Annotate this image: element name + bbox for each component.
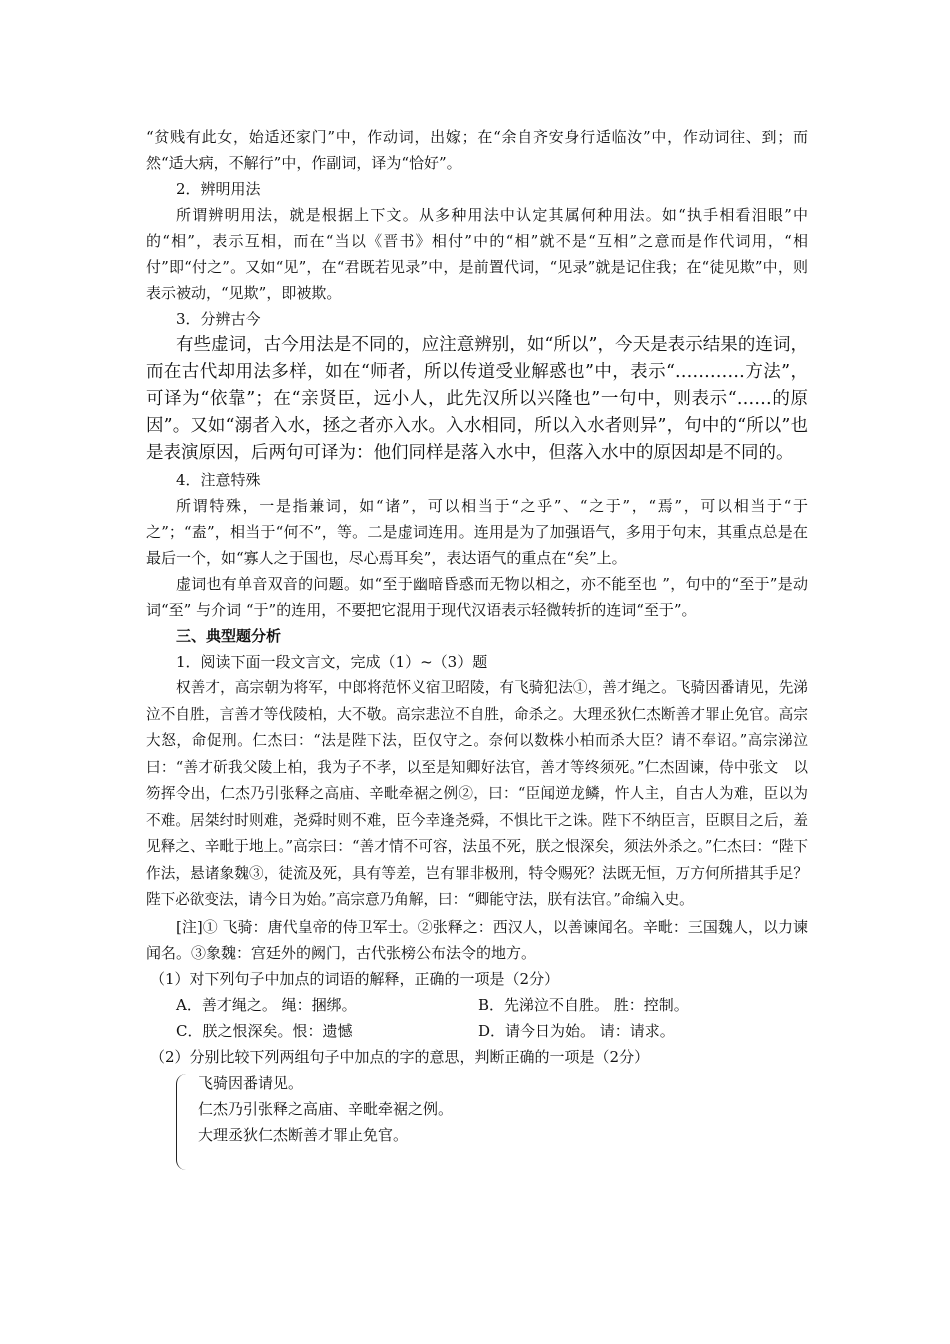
option-a: A．善才绳之。 绳：捆绑。 (176, 995, 357, 1014)
paragraph-monosyllabic: 虚词也有单音双音的问题。如“至于幽暗昏惑而无物以相之，亦不能至也 ”，句中的“至于”是动词“至” 与介词 “于”的连用，不要把它混用于现代汉语表示轻微转折的连词“至于”。 (146, 575, 808, 619)
sub-question-2: （2）分别比较下列两组句子中加点的字的意思，判断正确的一项是（2分） (150, 1047, 650, 1066)
brace-icon (176, 1074, 187, 1170)
paragraph-special-cases: 所谓特殊，一是指兼词，如“诸”，可以相当于“之乎”、“之于”，“焉”，可以相当于“于之”；“盍”，相当于“何不”，等。二是虚词连用。连用是为了加强语气，多用于句末，其重点总是在最后一个，如“寡人之于国也，尽心焉耳矣”，表达语气的重点在“矣”上。 (146, 497, 808, 567)
options-row-cd (146, 1018, 808, 1044)
option-c: C．朕之恨深矣。恨：遗憾 (176, 1021, 353, 1040)
paragraph-ancient-modern: 有些虚词，古今用法是不同的，应注意辨别，如“所以”，今天是表示结果的连词，而在古代却用法多样，如在“师者，所以传道受业解惑也”中，表示“…………方法”，可译为“依靠”；在“亲贤臣，远小人，此先汉所以兴隆也”一句中，则表示“……的原因”。又如“溺者入水，拯之者亦入水。入水相同，所以入水者则异”，句中的“所以”也是表演原因，后两句可译为：他们同样是落入水中，但落入水中的原因却是不同的。 (146, 335, 808, 463)
comparison-sentence-2: 仁杰乃引张释之高庙、辛毗牵裾之例。 (198, 1099, 454, 1118)
option-d: D．请今日为始。 请：请求。 (478, 1021, 675, 1040)
heading-special-cases: 4．注意特殊 (176, 471, 261, 489)
section-title-typical-questions: 三、典型题分析 (176, 627, 282, 645)
passage-notes: [注]① 飞骑：唐代皇帝的侍卫军士。②张释之：西汉人，以善谏闻名。辛毗：三国魏人，以力谏闻名。③象魏：宫廷外的阙门，古代张榜公布法令的地方。 (146, 917, 808, 962)
options-row-ab (146, 992, 808, 1018)
heading-ancient-modern: 3．分辨古今 (176, 310, 261, 328)
option-b: B．先涕泣不自胜。 胜：控制。 (478, 995, 689, 1014)
paragraph-shi-usage: “贫贱有此女，始适还家门”中，作动词，出嫁；在“余自齐安身行适临汝”中，作动词往、到；而然“适大病，不解行”中，作副词，译为“恰好”。 (146, 128, 808, 172)
page-content (146, 124, 808, 1148)
question-1-intro: 1．阅读下面一段文言文，完成（1）~（3）题 (176, 653, 488, 671)
comparison-sentence-3: 大理丞狄仁杰断善才罪止免官。 (198, 1125, 409, 1144)
sub-question-1: （1）对下列句子中加点的词语的解释，正确的一项是（2分） (150, 969, 560, 988)
comparison-group (146, 1070, 808, 1148)
paragraph-distinguish-usage: 所谓辨明用法，就是根据上下文。从多种用法中认定其属何种用法。如“执手相看泪眼”中的“相”，表示互相，而在“当以《晋书》相付”中的“相”就不是“互相”之意而是作代词用，“相付”即“付之”。又如“见”，在“君既若见录”中，是前置代词，“见录”就是记住我；在“徒见欺”中，则表示被动，“见欺”，即被欺。 (146, 206, 808, 302)
comparison-sentence-1: 飞骑因番请见。 (198, 1073, 304, 1092)
passage-text: 权善才，高宗朝为将军，中郎将范怀义宿卫昭陵，有飞骑犯法①，善才绳之。飞骑因番请见，先涕泣不自胜，言善才等伐陵柏，大不敬。高宗悲泣不自胜，命杀之。大理丞狄仁杰断善才罪止免官。高宗大怒，命促刑。仁杰曰：“法是陛下法，臣仅守之。奈何以数株小柏而杀大臣？请不奉诏。”高宗涕泣曰：“善才斫我父陵上柏，我为子不孝，以至是知卿好法官，善才等终须死。”仁杰固谏，侍中张文 以笏挥令出，仁杰乃引张释之高庙、辛毗牵裾之例②，曰：“臣闻逆龙鳞，忤人主，自古人为难，臣以为不难。居桀纣时则难，尧舜时则不难，臣今幸逢尧舜，不惧比干之诛。陛下不纳臣言，臣瞑目之后，羞见释之、辛毗于地上。”高宗曰：“善才情不可容，法虽不死，朕之恨深矣，须法外杀之。”仁杰曰：“陛下作法，悬诸象魏③，徒流及死，具有等差，岂有罪非极刑，特令赐死？法既无恒，万方何所措其手足？陛下必欲变法，请今日为始。”高宗意乃角解，曰：“卿能守法，朕有法官。”命编入史。 (146, 679, 808, 908)
ancient-modern-block (146, 332, 808, 467)
classical-passage (146, 675, 808, 914)
heading-distinguish-usage: 2．辨明用法 (176, 180, 261, 198)
